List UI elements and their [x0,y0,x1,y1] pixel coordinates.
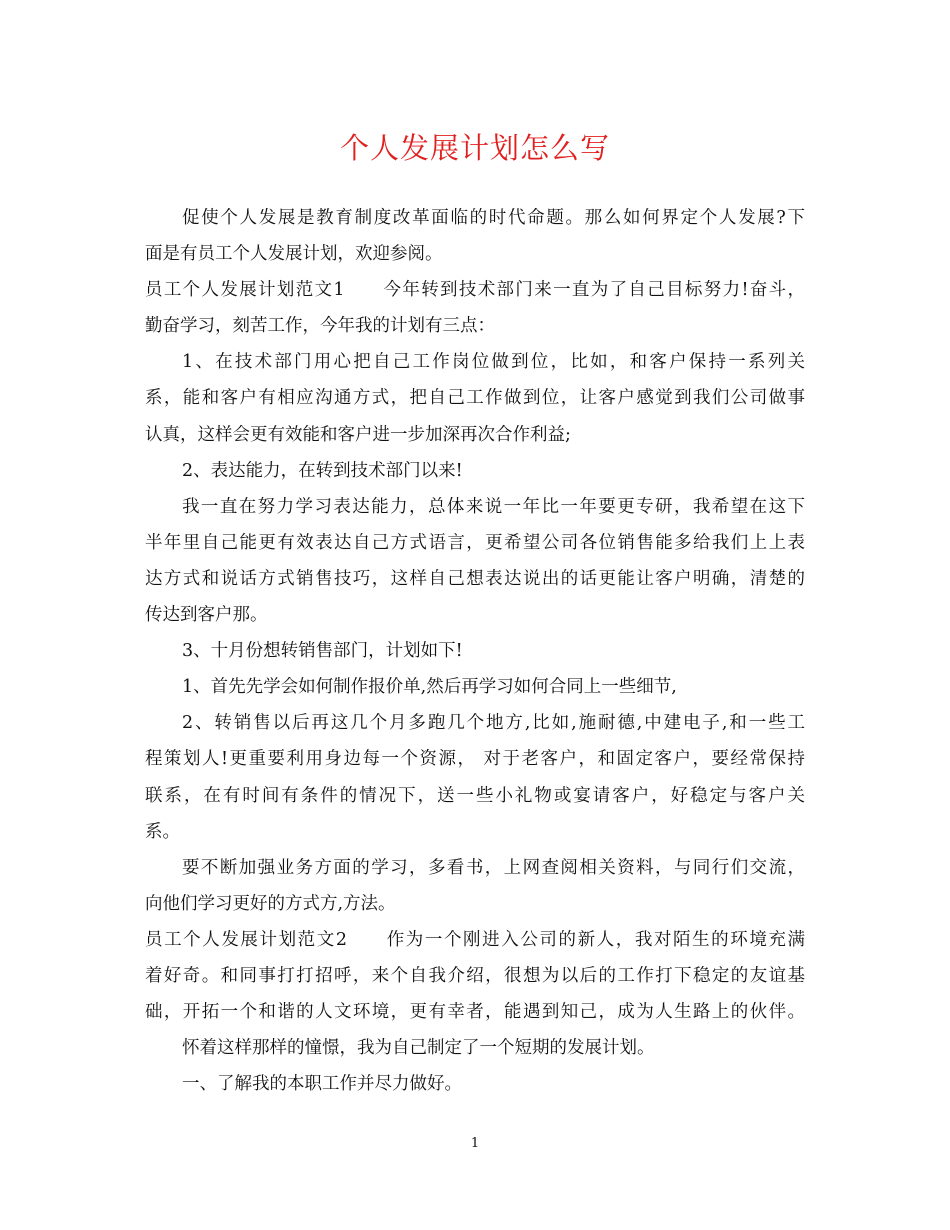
text-line: 础，开拓一个和谐的人文环境，更有幸者，能遇到知己，成为人生路上的伙伴。 [145,1002,805,1023]
text-line: 着好奇。和同事打打招呼，来个自我介绍，很想为以后的工作打下稳定的友谊基 [145,965,805,986]
text-line: 联系，在有时间有条件的情况下，送一些小礼物或宴请客户，好稳定与客户关 [145,785,805,806]
text-line: 系。 [145,821,180,842]
text-line: 勤奋学习，刻苦工作，今年我的计划有三点： [145,316,495,337]
text-line: 传达到客户那。 [145,605,268,626]
text-line: 认真，这样会更有效能和客户进一步加深再次合作利益; [145,424,571,445]
text-line: 半年里自己能更有效表达自己方式语言，更希望公司各位销售能多给我们上上表 [145,532,805,553]
text-line: 员工个人发展计划范文1 今年转到技术部门来一直为了自己目标努力!奋斗， [145,280,805,301]
text-line: 要不断加强业务方面的学习，多看书，上网查阅相关资料，与同行们交流， [182,857,805,878]
text-line: 怀着这样那样的憧憬，我为自己制定了一个短期的发展计划。 [182,1038,655,1059]
document-body [145,200,805,1102]
text-line: 向他们学习更好的方式方,方法。 [145,893,396,914]
text-line: 面是有员工个人发展计划，欢迎参阅。 [145,244,443,265]
text-line: 程策划人!更重要利用身边每一个资源， 对于老客户，和固定客户，要经常保持 [145,749,805,770]
text-line: 2、转销售以后再这几个月多跑几个地方,比如,施耐德,中建电子,和一些工 [182,713,805,734]
text-line: 系，能和客户有相应沟通方式，把自己工作做到位，让客户感觉到我们公司做事 [145,388,805,409]
document-title: 个人发展计划怎么写 [339,131,610,165]
page-number: 1 [470,1136,480,1151]
text-line: 2、表达能力，在转到技术部门以来! [182,460,463,481]
text-line: 促使个人发展是教育制度改革面临的时代命题。那么如何界定个人发展?下 [182,208,805,228]
text-line: 员工个人发展计划范文2 作为一个刚进入公司的新人，我对陌生的环境充满 [145,929,805,950]
text-line: 达方式和说话方式销售技巧，这样自己想表达说出的话更能让客户明确，清楚的 [145,568,805,589]
text-line: 3、十月份想转销售部门，计划如下! [182,641,463,662]
text-line: 1、在技术部门用心把自己工作岗位做到位，比如，和客户保持一系列关 [182,352,805,373]
text-line: 1、首先先学会如何制作报价单,然后再学习如何合同上一些细节, [182,677,677,698]
text-line: 一、了解我的本职工作并尽力做好。 [182,1074,462,1095]
text-line: 我一直在努力学习表达能力，总体来说一年比一年要更专研，我希望在这下 [182,496,805,517]
